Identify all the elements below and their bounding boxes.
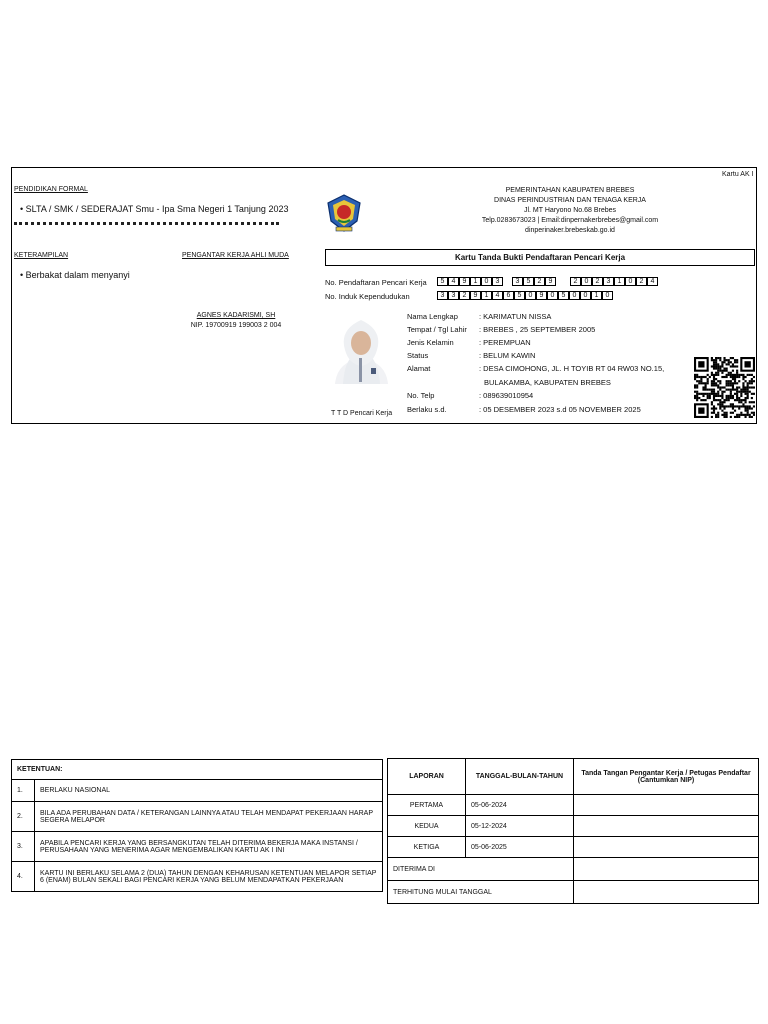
field-value-valid: : 05 DESEMBER 2023 s.d 05 NOVEMBER 2025 xyxy=(479,405,641,414)
rule-number: 3. xyxy=(12,832,35,862)
field-label-phone: No. Telp xyxy=(407,391,435,400)
registration-group-1 xyxy=(437,277,503,286)
nik-digit: 0 xyxy=(580,291,591,300)
nik-digit: 4 xyxy=(492,291,503,300)
field-value-status: : BELUM KAWIN xyxy=(479,351,536,360)
registration-digit: 2 xyxy=(570,277,581,286)
nik-digit: 5 xyxy=(514,291,525,300)
field-label-birth: Tempat / Tgl Lahir xyxy=(407,325,467,334)
agency-header xyxy=(435,186,705,236)
rule-row xyxy=(12,780,383,802)
received-at: DITERIMA DI xyxy=(388,858,574,881)
nik-digit: 3 xyxy=(448,291,459,300)
rule-text: KARTU INI BERLAKU SELAMA 2 (DUA) TAHUN DENGAN KEHARUSAN KETENTUAN MELAPOR SETIAP 6 (ENAM) BULAN SEKALI BAGI PENCARI KERJA YANG BELUM MENDAPATKAN PEKERJAAN xyxy=(35,862,383,892)
registration-digit: 9 xyxy=(459,277,470,286)
officer-nip: NIP. 19700919 199003 2 004 xyxy=(190,322,282,329)
field-value-name: : KARIMATUN NISSA xyxy=(479,312,552,321)
agency-department: DINAS PERINDUSTRIAN DAN TENAGA KERJA xyxy=(494,197,646,204)
header-signature-title: Tanda Tangan Pengantar Kerja / Petugas Pendaftar xyxy=(581,769,751,777)
registration-digit: 0 xyxy=(625,277,636,286)
nik-digit: 1 xyxy=(481,291,492,300)
bullet-icon: • xyxy=(20,204,24,214)
report-row xyxy=(388,837,759,858)
nik-digit: 0 xyxy=(569,291,580,300)
report-date: 05-12-2024 xyxy=(466,816,574,837)
field-value-phone: : 089639010954 xyxy=(479,391,534,400)
nik-digit: 0 xyxy=(525,291,536,300)
field-label-address: Alamat xyxy=(407,364,431,373)
field-label-status: Status xyxy=(407,351,429,360)
registration-digit: 5 xyxy=(437,277,448,286)
dotted-divider xyxy=(14,219,279,225)
registration-digit: 3 xyxy=(512,277,523,286)
registration-digit: 3 xyxy=(603,277,614,286)
field-value-birth: : BREBES , 25 SEPTEMBER 2005 xyxy=(479,325,596,334)
registration-group-2 xyxy=(512,277,556,286)
agency-government: PEMERINTAHAN KABUPATEN BREBES xyxy=(505,187,635,194)
registration-group-3 xyxy=(570,277,658,286)
registration-digit: 2 xyxy=(636,277,647,286)
education-item-text: SLTA / SMK / SEDERAJAT Smu - Ipa Sma Negeri 1 Tanjung 2023 xyxy=(25,204,289,214)
nik-digit: 2 xyxy=(459,291,470,300)
agency-address: Jl. MT Haryono No.68 Brebes xyxy=(523,207,617,214)
rule-text: BILA ADA PERUBAHAN DATA / KETERANGAN LAINNYA ATAU TELAH MENDAPAT PEKERJAAN HARAP SEGERA MELAPOR xyxy=(35,802,383,832)
rule-number: 4. xyxy=(12,862,35,892)
applicant-photo xyxy=(325,310,398,384)
nik-digit: 9 xyxy=(470,291,481,300)
bullet-icon: • xyxy=(20,270,24,280)
nik-digit: 9 xyxy=(536,291,547,300)
nik-digits xyxy=(437,291,613,300)
report-row xyxy=(388,816,759,837)
report-label: PERTAMA xyxy=(388,795,466,816)
rule-number: 1. xyxy=(12,780,35,802)
field-value-address: : DESA CIMOHONG, JL. H TOYIB RT 04 RW03 NO.15, xyxy=(479,364,665,373)
registration-digit: 1 xyxy=(470,277,481,286)
nik-digit: 1 xyxy=(591,291,602,300)
rule-row xyxy=(12,832,383,862)
header-signature xyxy=(574,759,759,795)
agency-website: dinperinaker.brebeskab.go.id xyxy=(525,227,615,234)
registration-digit: 4 xyxy=(647,277,658,286)
registration-digit: 4 xyxy=(448,277,459,286)
registration-digit: 0 xyxy=(581,277,592,286)
skills-item xyxy=(20,270,130,280)
field-label-valid: Berlaku s.d. xyxy=(407,405,447,414)
signature-caption: T T D Pencari Kerja xyxy=(331,410,393,417)
nik-digit: 5 xyxy=(558,291,569,300)
agency-contact: Telp.0283673023 | Email:dinpernakerbrebes@gmail.com xyxy=(481,217,659,224)
nik-digit: 0 xyxy=(547,291,558,300)
report-table xyxy=(387,758,759,904)
nik-digit: 3 xyxy=(437,291,448,300)
registration-digit: 5 xyxy=(523,277,534,286)
rule-row xyxy=(12,862,383,892)
field-label-name: Nama Lengkap xyxy=(407,312,458,321)
registration-digit: 3 xyxy=(492,277,503,286)
registration-digit: 0 xyxy=(481,277,492,286)
registration-label: No. Pendaftaran Pencari Kerja xyxy=(325,278,427,287)
skills-item-text: Berbakat dalam menyanyi xyxy=(25,270,130,280)
report-row xyxy=(388,795,759,816)
report-signature-cell xyxy=(574,816,759,837)
officer-heading: PENGANTAR KERJA AHLI MUDA xyxy=(182,252,289,259)
regency-logo-icon xyxy=(324,193,364,233)
rules-table xyxy=(11,759,383,892)
nik-label: No. Induk Kependudukan xyxy=(325,292,410,301)
qr-code xyxy=(694,357,755,418)
rule-text: BERLAKU NASIONAL xyxy=(35,780,383,802)
field-value-address-2: BULAKAMBA, KABUPATEN BREBES xyxy=(484,378,611,387)
rule-row xyxy=(12,802,383,832)
effective-from: TERHITUNG MULAI TANGGAL xyxy=(388,881,574,904)
education-heading: PENDIDIKAN FORMAL xyxy=(14,186,88,193)
report-label: KETIGA xyxy=(388,837,466,858)
field-value-gender: : PEREMPUAN xyxy=(479,338,531,347)
effective-from-value xyxy=(574,881,759,904)
received-at-value xyxy=(574,858,759,881)
report-date: 05-06-2024 xyxy=(466,795,574,816)
rules-heading: KETENTUAN: xyxy=(12,760,383,780)
header-laporan: LAPORAN xyxy=(388,759,466,795)
officer-name: AGNES KADARISMI, SH xyxy=(196,312,276,319)
rule-number: 2. xyxy=(12,802,35,832)
report-signature-cell xyxy=(574,837,759,858)
skills-heading: KETERAMPILAN xyxy=(14,252,69,259)
registration-digit: 9 xyxy=(545,277,556,286)
header-signature-note: (Cantumkan NIP) xyxy=(637,776,695,784)
report-signature-cell xyxy=(574,795,759,816)
registration-digit: 1 xyxy=(614,277,625,286)
rule-text: APABILA PENCARI KERJA YANG BERSANGKUTAN TELAH DITERIMA BEKERJA MAKA INSTANSI / PERUSAHAAN YANG MENERIMA AGAR MENGEMBALIKAN KARTU AK I INI xyxy=(35,832,383,862)
nik-digit: 6 xyxy=(503,291,514,300)
card-type-label: Kartu AK I xyxy=(722,171,754,178)
registration-digit: 2 xyxy=(534,277,545,286)
education-item xyxy=(20,204,288,214)
nik-digit: 0 xyxy=(602,291,613,300)
field-label-gender: Jenis Kelamin xyxy=(407,338,454,347)
card-title: Kartu Tanda Bukti Pendaftaran Pencari Kerja xyxy=(325,249,755,266)
header-tanggal: TANGGAL-BULAN-TAHUN xyxy=(466,759,574,795)
report-date: 05-06-2025 xyxy=(466,837,574,858)
report-label: KEDUA xyxy=(388,816,466,837)
registration-digit: 2 xyxy=(592,277,603,286)
